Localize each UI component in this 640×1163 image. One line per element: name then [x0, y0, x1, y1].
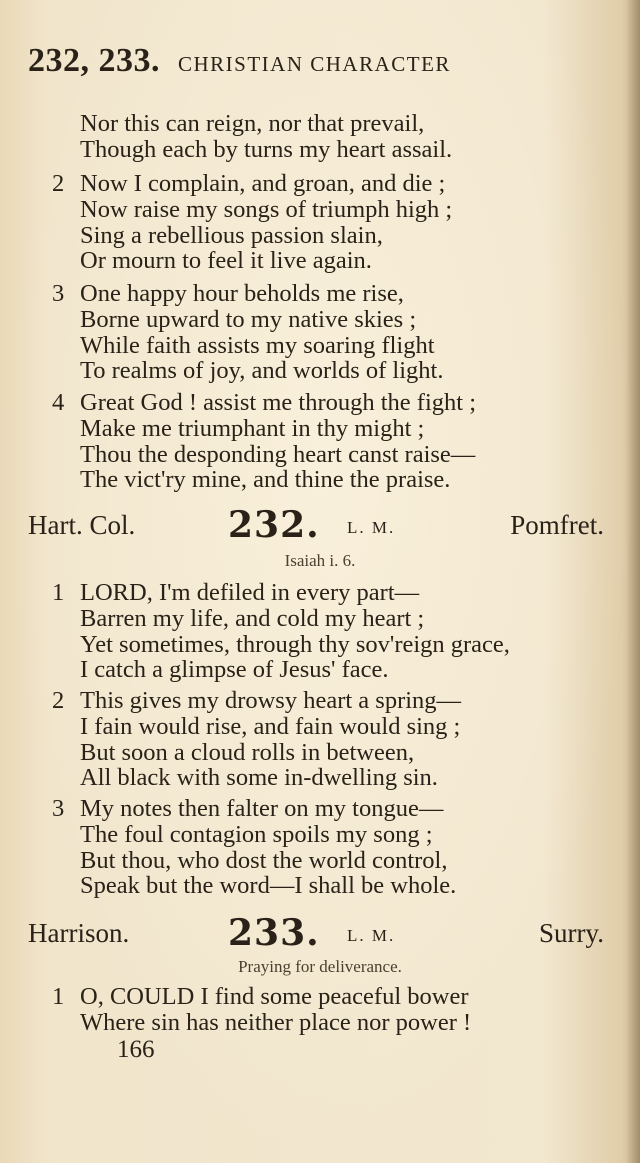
verse-line: The vict'ry mine, and thine the praise. — [80, 466, 451, 494]
stanza — [0, 688, 640, 791]
verse-line: One happy hour beholds me rise, — [80, 280, 404, 307]
header-hymn-numbers: 232, 233. — [28, 42, 160, 79]
verse-number: 2 — [52, 170, 65, 197]
verse-line: I fain would rise, and fain would sing ; — [80, 712, 461, 740]
verse-line: Make me triumphant in thy might ; — [80, 414, 425, 442]
verse-number: 3 — [52, 280, 65, 307]
verse-line: The foul contagion spoils my song ; — [80, 820, 433, 848]
running-header — [28, 42, 451, 80]
hymn-number: 232. — [228, 504, 320, 546]
verse-line: LORD, I'm defiled in every part— — [80, 579, 420, 606]
verse-line: Sing a rebellious passion slain, — [80, 221, 383, 249]
stanza — [0, 984, 640, 1036]
stanza — [0, 796, 640, 899]
verse-line: Though each by turns my heart assail. — [80, 135, 453, 163]
hymn-233-heading — [0, 912, 640, 958]
tune-name-left: Harrison. — [28, 918, 130, 948]
verse-line: Great God ! assist me through the fight ; — [80, 389, 477, 416]
verse-line: Nor this can reign, nor that prevail, — [80, 110, 425, 137]
verse-line: Where sin has neither place nor power ! — [80, 1008, 472, 1036]
verse-line: Speak but the word—I shall be whole. — [80, 872, 457, 900]
verse-number: 1 — [52, 983, 65, 1010]
tune-name-right: Surry. — [539, 918, 604, 948]
verse-line: But thou, who dost the world control, — [80, 846, 448, 874]
verse-line: O, COULD I find some peaceful bower — [80, 983, 469, 1010]
verse-line: Yet sometimes, through thy sov'reign grace, — [80, 630, 510, 658]
hymn-232-heading — [0, 504, 640, 550]
verse-number: 2 — [52, 687, 65, 714]
tune-name-right: Pomfret. — [510, 510, 604, 540]
page-number: 166 — [117, 1036, 155, 1063]
stanza — [0, 390, 640, 493]
hymn-subject: Isaiah i. 6. — [284, 551, 356, 570]
hymn-meter: L. M. — [347, 518, 396, 537]
verse-line: Thou the desponding heart canst raise— — [80, 440, 476, 468]
verse-line: My notes then falter on my tongue— — [80, 795, 444, 822]
verse-line: I catch a glimpse of Jesus' face. — [80, 656, 389, 684]
stanza — [0, 580, 640, 683]
verse-line: Borne upward to my native skies ; — [80, 305, 417, 333]
hymn-number: 233. — [228, 912, 320, 954]
verse-number: 3 — [52, 795, 65, 822]
verse-line: This gives my drowsy heart a spring— — [80, 687, 462, 714]
hymn-meter: L. M. — [347, 926, 396, 945]
stanza — [0, 171, 640, 274]
verse-line: All black with some in-dwelling sin. — [80, 764, 438, 792]
verse-number: 4 — [52, 389, 65, 416]
verse-line: Barren my life, and cold my heart ; — [80, 604, 425, 632]
verse-line: Now I complain, and groan, and die ; — [80, 170, 446, 197]
continuation-stanza — [0, 111, 640, 163]
hymn-subject: Praying for deliverance. — [238, 957, 402, 976]
stanza — [0, 281, 640, 384]
header-section-title: CHRISTIAN CHARACTER — [178, 52, 451, 76]
verse-number: 1 — [52, 579, 65, 606]
verse-line: Now raise my songs of triumph high ; — [80, 195, 453, 223]
tune-name-left: Hart. Col. — [28, 510, 136, 540]
verse-line: To realms of joy, and worlds of light. — [80, 357, 444, 385]
verse-line: While faith assists my soaring flight — [80, 331, 435, 359]
verse-line: Or mourn to feel it live again. — [80, 247, 372, 275]
verse-line: But soon a cloud rolls in between, — [80, 738, 415, 766]
